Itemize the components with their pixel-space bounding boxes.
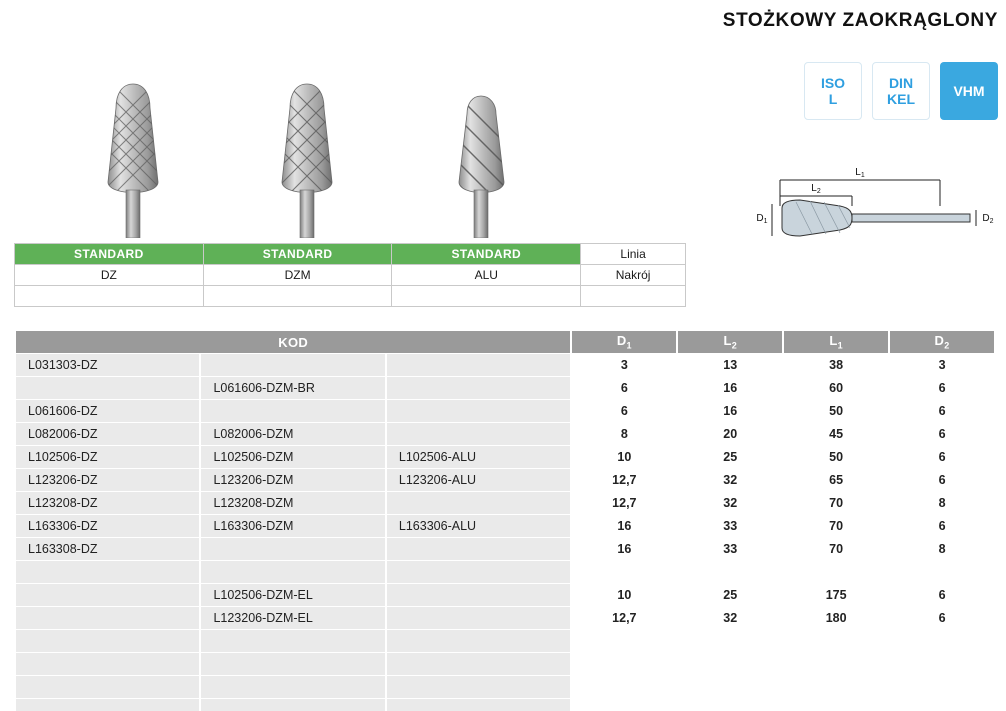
kod-cell-l1 (784, 561, 888, 583)
kod-cell-l1 (784, 699, 888, 711)
kod-cell-l2 (678, 630, 782, 652)
kod-cell-l1: 70 (784, 515, 888, 537)
kod-cell-d1 (572, 561, 676, 583)
kod-cell-alu (387, 653, 570, 675)
table-row[interactable] (16, 699, 994, 711)
kod-cell-l1: 65 (784, 469, 888, 491)
kod-cell-l2: 32 (678, 469, 782, 491)
kod-header-l1-text: L (829, 333, 838, 349)
kod-cell-dzm (201, 538, 384, 560)
kod-cell-d2: 6 (890, 400, 994, 422)
table-row[interactable] (16, 607, 994, 629)
kod-cell-l2 (678, 699, 782, 711)
table-row[interactable] (16, 515, 994, 537)
iso-badge (804, 62, 862, 120)
kod-cell-l2: 25 (678, 446, 782, 468)
kod-cell-l2 (678, 676, 782, 698)
kod-cell-alu (387, 607, 570, 629)
kod-cell-alu (387, 538, 570, 560)
kod-cell-dz: L123208-DZ (16, 492, 199, 514)
kod-cell-alu: L102506-ALU (387, 446, 570, 468)
kod-cell-dzm: L061606-DZM-BR (201, 377, 384, 399)
kod-cell-l1 (784, 653, 888, 675)
kod-cell-l1: 50 (784, 400, 888, 422)
table-row[interactable] (16, 584, 994, 606)
kod-cell-l1: 45 (784, 423, 888, 445)
kod-cell-d2 (890, 561, 994, 583)
din-badge-line2: KEL (887, 91, 915, 107)
kod-cell-d1: 3 (572, 354, 676, 376)
page-title: STOŻKOWY ZAOKRĄGLONY (722, 10, 998, 31)
kod-cell-alu: L163306-ALU (387, 515, 570, 537)
kod-header-l1 (784, 331, 888, 353)
kod-cell-alu (387, 492, 570, 514)
kod-cell-d1: 12,7 (572, 607, 676, 629)
kod-table-body (16, 354, 994, 711)
iso-badge-line1: ISO (820, 74, 846, 91)
kod-cell-dz: L061606-DZ (16, 400, 199, 422)
standard-cell-alu: ALU (392, 265, 581, 286)
kod-cell-dzm (201, 653, 384, 675)
kod-cell-l1: 180 (784, 607, 888, 629)
table-row[interactable] (16, 446, 994, 468)
kod-cell-l1: 70 (784, 492, 888, 514)
kod-cell-dz: L102506-DZ (16, 446, 199, 468)
kod-cell-l2 (678, 561, 782, 583)
technical-drawing (700, 148, 1000, 248)
kod-cell-d2: 6 (890, 607, 994, 629)
tool-image-alu (426, 78, 536, 238)
kod-cell-d2: 8 (890, 492, 994, 514)
kod-cell-d1: 6 (572, 377, 676, 399)
kod-cell-alu (387, 400, 570, 422)
kod-cell-dzm (201, 354, 384, 376)
kod-cell-dzm: L123208-DZM (201, 492, 384, 514)
kod-cell-l1: 50 (784, 446, 888, 468)
kod-cell-d1: 8 (572, 423, 676, 445)
kod-cell-alu (387, 630, 570, 652)
kod-cell-dz: L082006-DZ (16, 423, 199, 445)
kod-cell-dz (16, 653, 199, 675)
svg-text:D2: $D_2$ (982, 213, 994, 225)
table-row[interactable] (16, 653, 994, 675)
kod-cell-d2 (890, 676, 994, 698)
kod-cell-dz (16, 699, 199, 711)
kod-cell-alu (387, 354, 570, 376)
kod-cell-l2: 16 (678, 377, 782, 399)
standard-cell-dzm: DZM (203, 265, 392, 286)
kod-cell-d2: 6 (890, 446, 994, 468)
kod-cell-d1 (572, 653, 676, 675)
table-row[interactable] (16, 492, 994, 514)
standard-cell-empty-3 (392, 286, 581, 307)
kod-cell-dzm (201, 630, 384, 652)
kod-cell-l2 (678, 653, 782, 675)
standard-cell-empty-4 (581, 286, 686, 307)
din-badge-line1: DIN (888, 74, 914, 91)
iso-badge-line2: L (828, 91, 838, 107)
kod-table-header-row (16, 331, 994, 353)
standard-header-alu: STANDARD (392, 244, 581, 265)
kod-cell-dz: L031303-DZ (16, 354, 199, 376)
kod-cell-dzm: L082006-DZM (201, 423, 384, 445)
kod-header-d1-text: D (616, 333, 627, 349)
table-row[interactable] (16, 630, 994, 652)
kod-cell-d2 (890, 699, 994, 711)
standard-cell-dz: DZ (15, 265, 204, 286)
kod-cell-d2: 6 (890, 584, 994, 606)
table-row[interactable] (16, 400, 994, 422)
table-row[interactable] (16, 561, 994, 583)
standard-cell-empty-1 (15, 286, 204, 307)
tool-images (14, 78, 542, 238)
kod-cell-d1: 10 (572, 446, 676, 468)
kod-header-d2-sub: 2 (944, 340, 950, 351)
table-row[interactable] (16, 377, 994, 399)
kod-cell-l2: 33 (678, 515, 782, 537)
svg-text:D1: $D_1$ (756, 213, 768, 225)
kod-cell-alu (387, 561, 570, 583)
kod-cell-d1: 12,7 (572, 492, 676, 514)
kod-cell-l2: 25 (678, 584, 782, 606)
kod-cell-l1 (784, 630, 888, 652)
kod-header-d1 (572, 331, 676, 353)
kod-cell-d2: 6 (890, 377, 994, 399)
standard-cell-nakroj: Nakrój (581, 265, 686, 286)
kod-cell-d1 (572, 630, 676, 652)
vhm-badge (940, 62, 998, 120)
tool-image-dzm (252, 78, 362, 238)
kod-cell-d1: 10 (572, 584, 676, 606)
kod-cell-l2: 13 (678, 354, 782, 376)
kod-cell-alu (387, 377, 570, 399)
kod-cell-alu (387, 584, 570, 606)
kod-cell-d2: 6 (890, 423, 994, 445)
table-row[interactable] (16, 354, 994, 376)
kod-cell-dzm: L102506-DZM-EL (201, 584, 384, 606)
kod-cell-l1: 175 (784, 584, 888, 606)
kod-cell-d2 (890, 630, 994, 652)
kod-cell-dzm (201, 699, 384, 711)
kod-cell-d2 (890, 653, 994, 675)
kod-cell-l2: 32 (678, 607, 782, 629)
din-badge (872, 62, 930, 120)
kod-cell-l2: 32 (678, 492, 782, 514)
kod-cell-dz (16, 607, 199, 629)
kod-cell-dz (16, 377, 199, 399)
standard-table-row-empty (15, 286, 686, 307)
kod-cell-dz (16, 561, 199, 583)
kod-header-l2-text: L (723, 333, 732, 349)
kod-cell-dzm (201, 561, 384, 583)
kod-cell-d1: 16 (572, 515, 676, 537)
kod-cell-d1: 6 (572, 400, 676, 422)
kod-header-l2 (678, 331, 782, 353)
standard-cell-empty-2 (203, 286, 392, 307)
kod-cell-d1: 12,7 (572, 469, 676, 491)
table-row[interactable] (16, 676, 994, 698)
table-row[interactable] (16, 538, 994, 560)
kod-cell-dz (16, 584, 199, 606)
standard-header-linia: Linia (581, 244, 686, 265)
kod-header-d2 (890, 331, 994, 353)
kod-table (14, 330, 996, 711)
svg-text:L2: $L_2$ (811, 183, 821, 195)
kod-header-d1-sub: 1 (626, 340, 632, 351)
kod-cell-d2: 8 (890, 538, 994, 560)
kod-cell-alu (387, 699, 570, 711)
vhm-badge-line1: VHM (953, 82, 985, 99)
kod-cell-dz (16, 676, 199, 698)
kod-cell-dzm: L123206-DZM (201, 469, 384, 491)
kod-cell-dzm: L123206-DZM-EL (201, 607, 384, 629)
kod-cell-l2: 16 (678, 400, 782, 422)
kod-cell-dz: L123206-DZ (16, 469, 199, 491)
kod-cell-d1 (572, 699, 676, 711)
kod-cell-d2: 6 (890, 515, 994, 537)
kod-cell-dz: L163306-DZ (16, 515, 199, 537)
table-row[interactable] (16, 423, 994, 445)
svg-text:L1: $L_1$ (855, 167, 865, 179)
kod-cell-alu (387, 423, 570, 445)
kod-cell-l1 (784, 676, 888, 698)
kod-cell-dzm (201, 676, 384, 698)
kod-cell-dzm (201, 400, 384, 422)
kod-header-l1-sub: 1 (837, 340, 843, 351)
kod-cell-alu (387, 676, 570, 698)
kod-cell-dzm: L163306-DZM (201, 515, 384, 537)
kod-cell-l1: 70 (784, 538, 888, 560)
standard-header-dzm: STANDARD (203, 244, 392, 265)
kod-header-kod: KOD (16, 331, 570, 353)
kod-cell-d1 (572, 676, 676, 698)
badge-group (804, 62, 998, 120)
tool-image-dz (78, 78, 188, 238)
kod-cell-d1: 16 (572, 538, 676, 560)
kod-cell-l1: 38 (784, 354, 888, 376)
table-row[interactable] (16, 469, 994, 491)
kod-cell-dzm: L102506-DZM (201, 446, 384, 468)
standard-header-dz: STANDARD (15, 244, 204, 265)
kod-cell-d2: 6 (890, 469, 994, 491)
kod-cell-l2: 33 (678, 538, 782, 560)
kod-cell-l2: 20 (678, 423, 782, 445)
kod-header-d2-text: D (934, 333, 945, 349)
kod-cell-alu: L123206-ALU (387, 469, 570, 491)
kod-cell-dz: L163308-DZ (16, 538, 199, 560)
kod-cell-d2: 3 (890, 354, 994, 376)
standard-table-header-row (15, 244, 686, 265)
kod-cell-l1: 60 (784, 377, 888, 399)
standard-table-row (15, 265, 686, 286)
kod-header-l2-sub: 2 (731, 340, 738, 351)
standard-table (14, 243, 686, 307)
kod-cell-dz (16, 630, 199, 652)
